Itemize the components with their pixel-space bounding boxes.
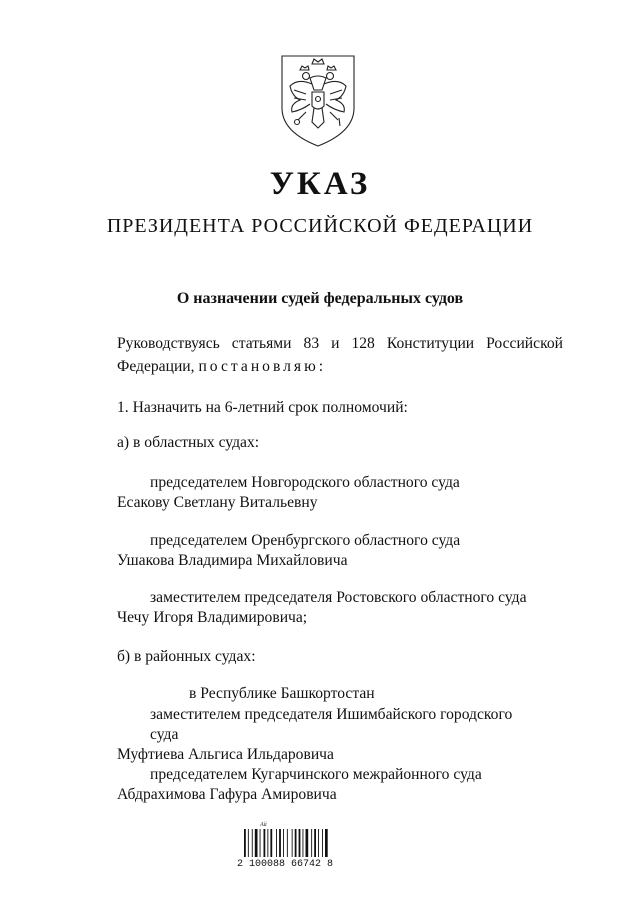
barcode-mark: Ай — [260, 822, 267, 828]
appointment-5-name: Абдрахимова Гафура Амировича — [117, 786, 337, 803]
appointment-2-position: председателем Оренбургского областного суда — [150, 532, 461, 549]
item-1: 1. Назначить на 6-летний срок полномочий: — [117, 399, 408, 416]
preamble-federation-text: Федерации, — [117, 358, 195, 375]
appointment-2-name: Ушакова Владимира Михайловича — [117, 552, 348, 569]
appointment-5-position: председателем Кугарчинского межрайонного суда — [150, 766, 482, 783]
appointment-4-position-line-1: заместителем председателя Ишимбайского городского — [150, 706, 513, 723]
appointment-3-position: заместителем председателя Ростовского областного суда — [150, 589, 527, 606]
appointment-4-name: Муфтиева Альгиса Ильдаровича — [117, 746, 334, 763]
barcode-number: 2 100088 66742 8 — [236, 859, 333, 870]
preamble-line-2 — [117, 356, 326, 378]
appointment-1-position: председателем Новгородского областного суда — [150, 474, 460, 491]
preamble-line-1: Руководствуясь статьями 83 и 128 Конституции Российской — [117, 335, 563, 352]
appointment-1-name: Есакову Светлану Витальевну — [117, 494, 318, 511]
appointment-4-position-line-2: суда — [150, 726, 179, 743]
decree-subject: О назначении судей федеральных судов — [176, 290, 464, 307]
coat-of-arms-icon — [276, 52, 360, 150]
issuer-subtitle: ПРЕЗИДЕНТА РОССИЙСКОЙ ФЕДЕРАЦИИ — [106, 215, 534, 237]
preamble-resolution-word: постановляю: — [198, 358, 327, 375]
section-b-heading: б) в районных судах: — [117, 648, 256, 665]
appointment-3-name: Чечу Игоря Владимировича; — [117, 609, 308, 626]
region-heading: в Республике Башкортостан — [189, 685, 375, 702]
document-type-title: УКАЗ — [269, 166, 371, 202]
section-a-heading: а) в областных судах: — [117, 434, 260, 451]
